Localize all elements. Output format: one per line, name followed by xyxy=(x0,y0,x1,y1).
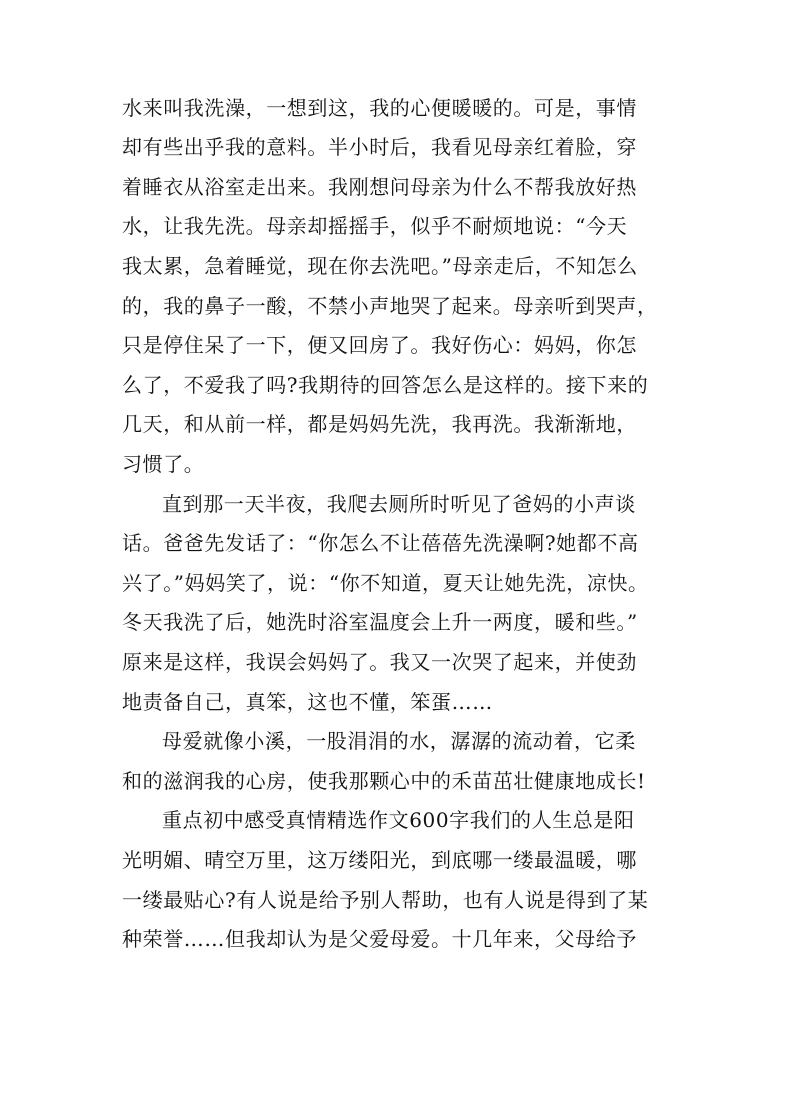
text-line: 的，我的鼻子一酸，不禁小声地哭了起来。母亲听到哭声， xyxy=(122,294,658,318)
text-line: 却有些出乎我的意料。半小时后，我看见母亲红着脸，穿 xyxy=(122,135,637,159)
text-line: 光明媚、晴空万里，这万缕阳光，到底哪一缕最温暖，哪 xyxy=(122,848,637,872)
text-line: 水，让我先洗。母亲却摇摇手，似乎不耐烦地说：“今天 xyxy=(122,214,628,238)
text-line: 地责备自己，真笨，这也不懂，笨蛋…… xyxy=(122,690,493,714)
text-line: 一缕最贴心?有人说是给予别人帮助，也有人说是得到了某 xyxy=(122,888,649,912)
text-line: 着睡衣从浴室走出来。我刚想问母亲为什么不帮我放好热 xyxy=(122,175,637,199)
text-line: 冬天我洗了后，她洗时浴室温度会上升一两度，暖和些。” xyxy=(122,610,638,634)
text-line: 种荣誉……但我却认为是父爱母爱。十几年来，父母给予 xyxy=(122,927,637,951)
paragraph-first-line: 直到那一天半夜，我爬去厕所时听见了爸妈的小声谈 xyxy=(162,492,636,516)
text-line: 只是停住呆了一下，便又回房了。我好伤心：妈妈，你怎 xyxy=(122,333,637,357)
text-line: 原来是这样，我误会妈妈了。我又一次哭了起来，并使劲 xyxy=(122,650,637,674)
text-line: 几天，和从前一样，都是妈妈先洗，我再洗。我渐渐地， xyxy=(122,412,637,436)
paragraph-first-line: 母爱就像小溪，一股涓涓的水，潺潺的流动着，它柔 xyxy=(162,729,636,753)
text-line: 话。爸爸先发话了：“你怎么不让蓓蓓先洗澡啊?她都不高 xyxy=(122,531,639,555)
text-line: 水来叫我洗澡，一想到这，我的心便暖暖的。可是，事情 xyxy=(122,96,637,120)
text-line: 兴了。”妈妈笑了，说：“你不知道，夏天让她先洗，凉快。 xyxy=(122,571,649,595)
text-line: 我太累，急着睡觉，现在你去洗吧。”母亲走后，不知怎么 xyxy=(122,254,638,278)
paragraph-first-line: 重点初中感受真情精选作文600字我们的人生总是阳 xyxy=(162,808,635,832)
text-line: 和的滋润我的心房，使我那颗心中的禾苗茁壮健康地成长! xyxy=(122,769,646,793)
text-line: 习惯了。 xyxy=(122,452,205,476)
text-line: 么了，不爱我了吗?我期待的回答怎么是这样的。接下来的 xyxy=(122,373,649,397)
